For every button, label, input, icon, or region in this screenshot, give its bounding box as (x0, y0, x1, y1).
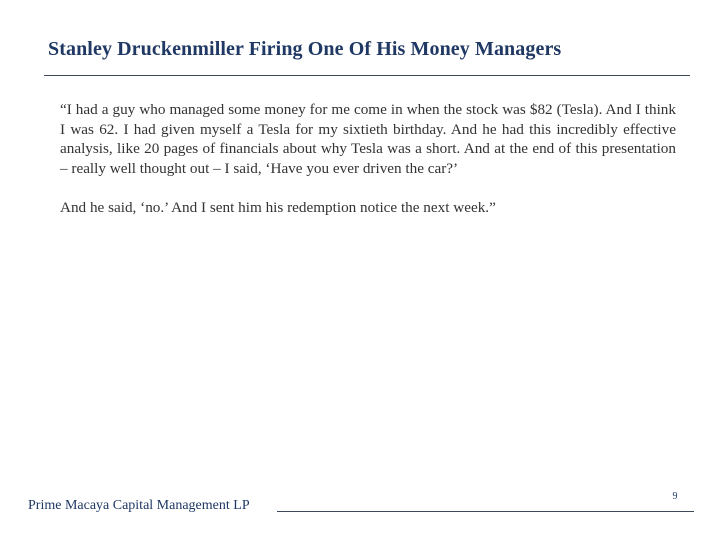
quote-paragraph: And he said, ‘no.’ And I sent him his redemption notice the next week.” (60, 199, 496, 216)
footer-divider (277, 511, 694, 512)
footer-company-name: Prime Macaya Capital Management LP (28, 498, 250, 513)
quote-body (60, 100, 676, 218)
page-number: 9 (672, 491, 678, 502)
title-divider (44, 75, 690, 76)
quote-paragraph: “I had a guy who managed some money for me come in when the stock was $82 (Tesla). And I think I was 62. I had given myself a Tesla for my sixtieth birthday. And he had this incredibly effective analysis, like 20 pages of financials about why Tesla was a short. And at the end of this presentation – really well thought out – I said, ‘Have you ever driven the car?’ (60, 101, 676, 177)
slide-title: Stanley Druckenmiller Firing One Of His Money Managers (48, 38, 562, 60)
